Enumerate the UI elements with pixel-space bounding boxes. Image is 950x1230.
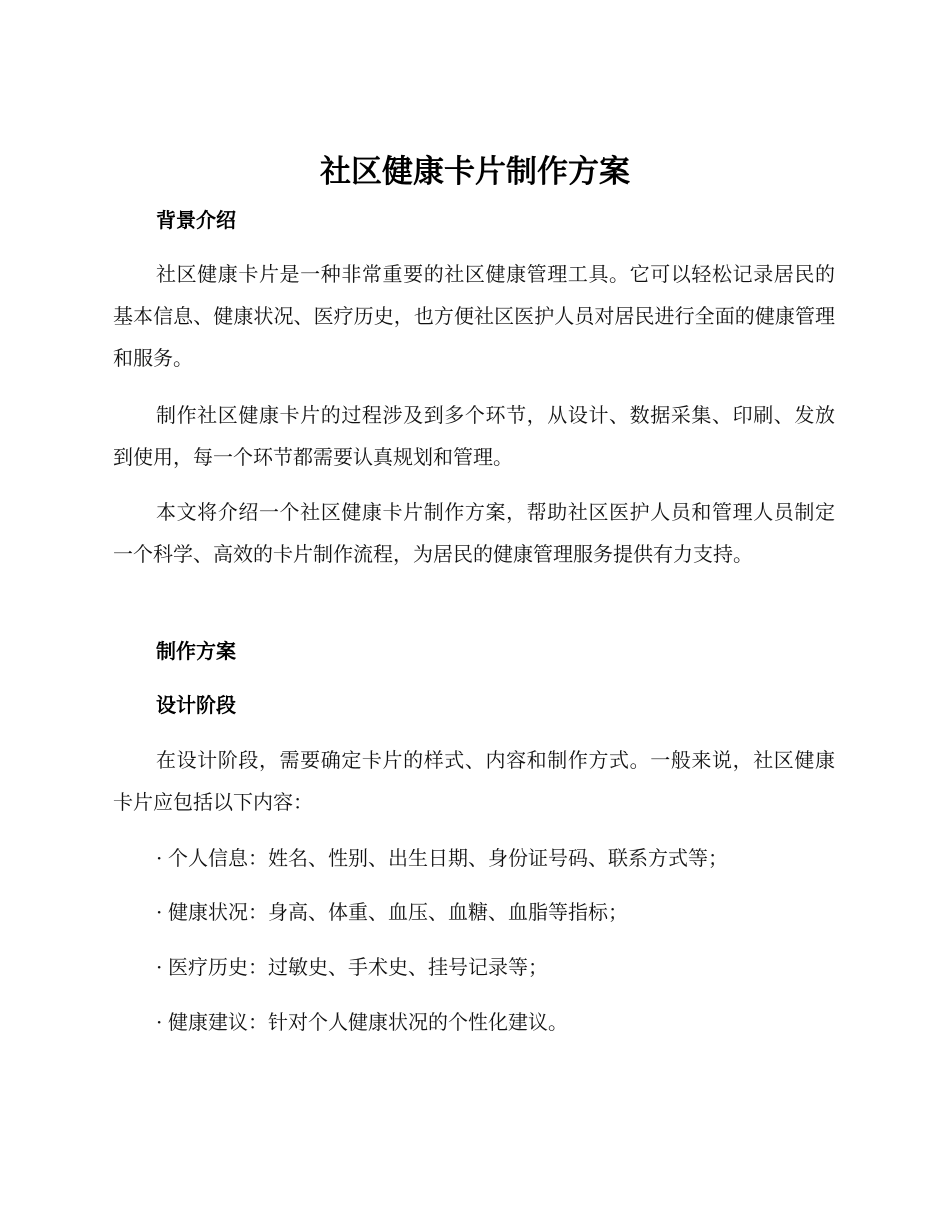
paragraph: 本文将介绍一个社区健康卡片制作方案，帮助社区医护人员和管理人员制定一个科学、高效的卡片制作流程，为居民的健康管理服务提供有力支持。 <box>113 500 835 566</box>
list-item <box>156 843 836 873</box>
bullet-marker: · <box>156 900 163 924</box>
paragraph: 在设计阶段，需要确定卡片的样式、内容和制作方式。一般来说，社区健康卡片应包括以下内容： <box>113 748 835 814</box>
list-item-text: 健康状况：身高、体重、血压、血糖、血脂等指标； <box>168 900 628 924</box>
section-heading-plan: 制作方案 <box>156 639 236 663</box>
paragraph: 社区健康卡片是一种非常重要的社区健康管理工具。它可以轻松记录居民的基本信息、健康状况、医疗历史，也方便社区医护人员对居民进行全面的健康管理和服务。 <box>113 262 835 370</box>
list-item <box>156 952 836 982</box>
list-item-text: 健康建议：针对个人健康状况的个性化建议。 <box>168 1010 568 1034</box>
bullet-marker: · <box>156 1010 163 1034</box>
list-item <box>156 897 836 927</box>
list-item <box>156 1007 836 1037</box>
list-item-text: 个人信息：姓名、性别、出生日期、身份证号码、联系方式等； <box>168 846 728 870</box>
list-item-text: 医疗历史：过敏史、手术史、挂号记录等； <box>168 955 548 979</box>
section-heading-background: 背景介绍 <box>156 208 236 232</box>
bullet-marker: · <box>156 955 163 979</box>
document-title: 社区健康卡片制作方案 <box>320 154 630 190</box>
paragraph: 制作社区健康卡片的过程涉及到多个环节，从设计、数据采集、印刷、发放到使用，每一个环节都需要认真规划和管理。 <box>113 403 835 469</box>
bullet-marker: · <box>156 846 163 870</box>
section-heading-design: 设计阶段 <box>156 693 236 717</box>
